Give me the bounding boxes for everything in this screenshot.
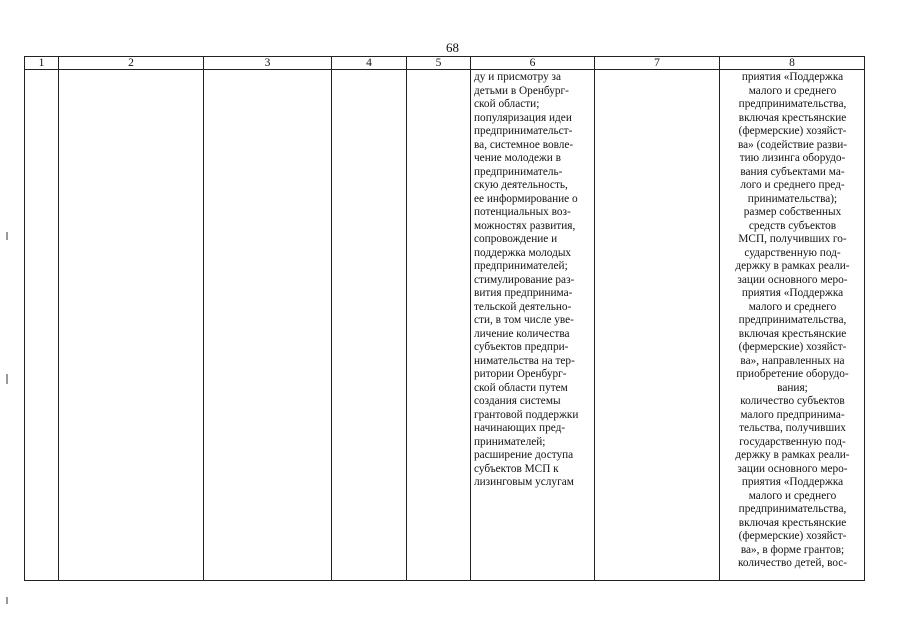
column-header-6: 6	[471, 57, 595, 70]
cell-col-6	[471, 70, 595, 581]
cell-col-2	[59, 70, 204, 581]
cell-col-4	[332, 70, 407, 581]
column-header-5: 5	[407, 57, 471, 70]
column-header-7: 7	[595, 57, 720, 70]
column-header-1: 1	[25, 57, 59, 70]
column-header-8: 8	[720, 57, 865, 70]
column-header-3: 3	[204, 57, 332, 70]
scan-mark-left-1	[6, 232, 8, 240]
column-header-2: 2	[59, 57, 204, 70]
page-number: 68	[446, 40, 459, 55]
scan-mark-left-3	[6, 597, 8, 604]
column-header-4: 4	[332, 57, 407, 70]
cell-col-3	[204, 70, 332, 581]
cell-col-5	[407, 70, 471, 581]
column-8-text: приятия «Поддержка малого и среднего предпринимательства, включая крестьянские (фермерские) хозяйст- ва» (содействие разви- тию лизинга оборудо- вания субъектами ма- лого и среднего пред- принимательства); размер собственных средств субъектов МСП, получивших го- сударственную под- держку в рамках реали- зации основного меро- приятия «Поддержка малого и среднего предпринимательства, включая крестьянские (фермерские) хозяйст- ва», направленных на приобретение оборудо- вания; количество субъектов малого предпринима- тельства, получивших государственную под- держку в рамках реали- зации основного меро- приятия «Поддержка малого и среднего предпринимательства, включая крестьянские (фермерские) хозяйст- ва», в форме грантов; количество детей, вос-	[735, 71, 850, 569]
cell-col-1	[25, 70, 59, 581]
table-row	[25, 70, 865, 581]
column-6-text: ду и присмотру за детьми в Оренбург- ской области; популяризация идеи предпринимательст- ва, системное вовле- чение молодежи в предприниматель- скую деятельность, ее информирование о потенциальных воз- можностях развития, сопровождение и поддержка молодых предпринимателей; стимулирование раз- вития предпринима- тельской деятельно- сти, в том числе уве- личение количества субъектов предпри- нимательства на тер- ритории Оренбург- ской области путем создания системы грантовой поддержки начинающих пред- принимателей; расширение доступа субъектов МСП к лизинговым услугам	[474, 71, 579, 488]
scan-mark-left-2	[6, 374, 8, 384]
cell-col-7	[595, 70, 720, 581]
table-header-row	[25, 57, 865, 70]
document-table	[24, 56, 865, 581]
cell-col-8	[720, 70, 865, 581]
